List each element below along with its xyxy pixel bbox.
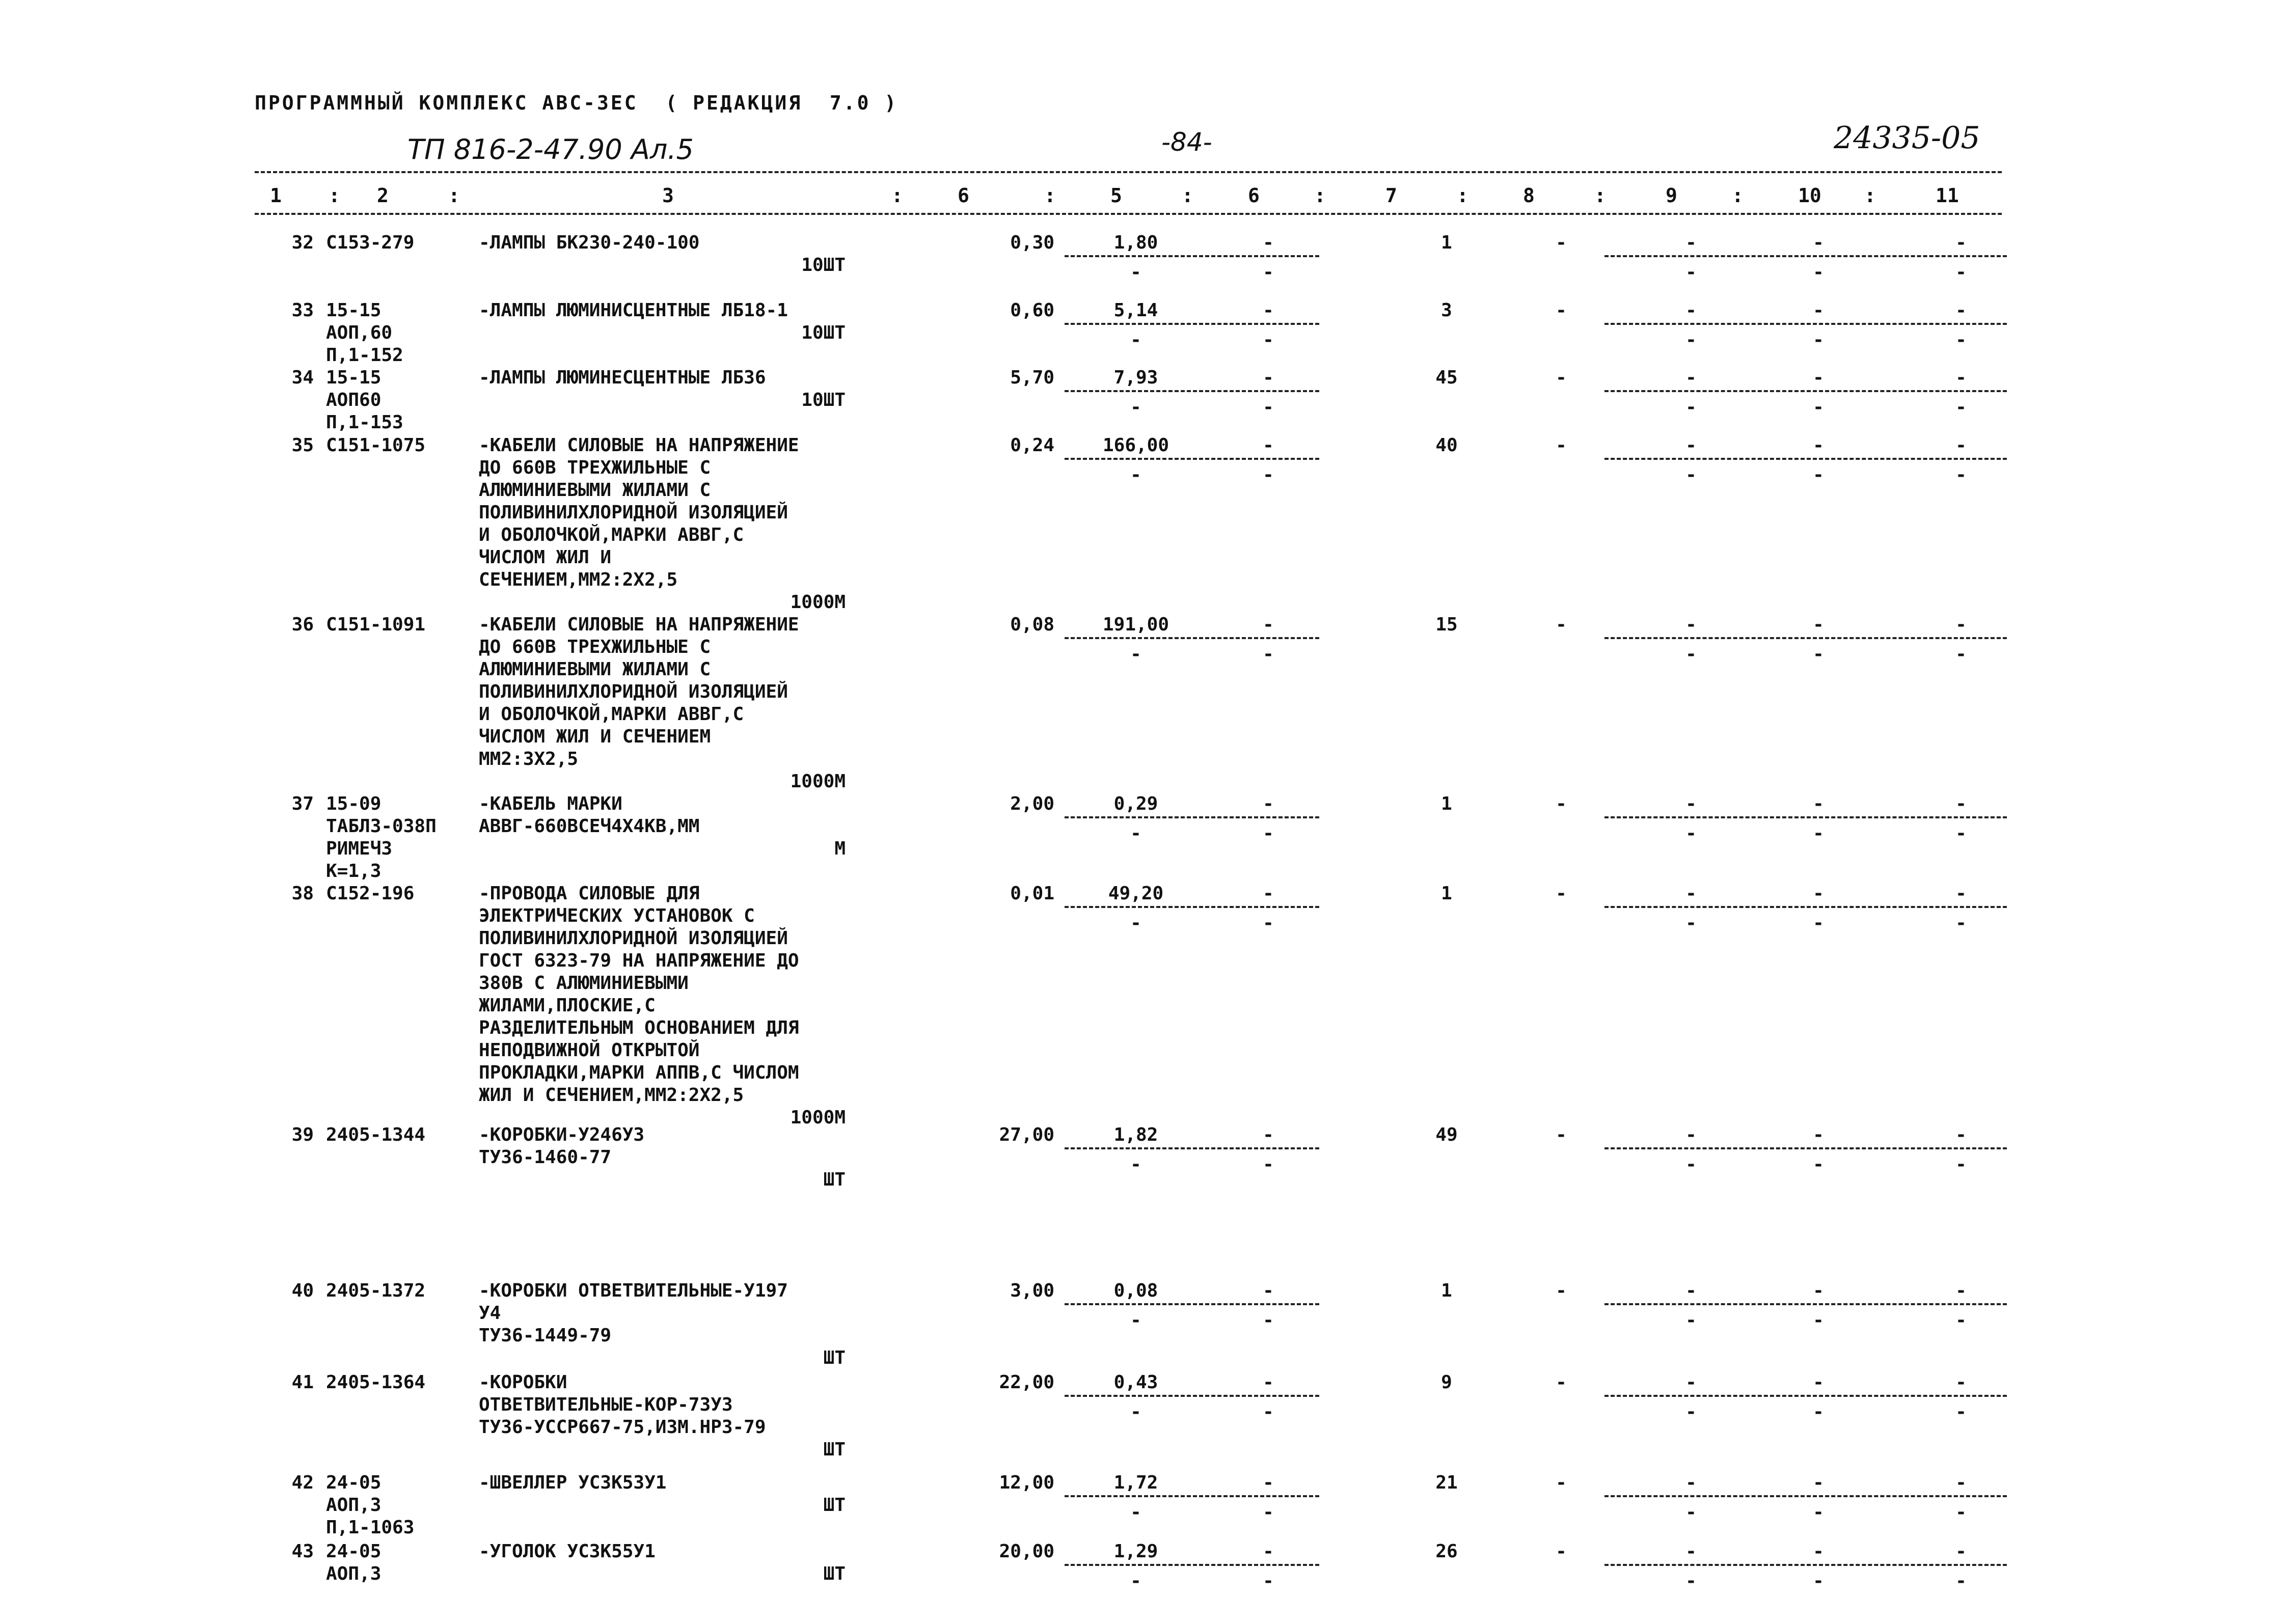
dash-mark: - [1130,464,1141,485]
row-col-5: 1,72 [1113,1472,1158,1493]
row-col-11: - [1955,1372,1967,1393]
row-col-6b: - [1263,1541,1274,1562]
dash-mark: - [1130,397,1141,418]
dashed-rule [1065,1495,1319,1497]
row-col-7: 1 [1441,1280,1452,1301]
dashed-rule [1065,1303,1319,1305]
row-col-7: 45 [1435,367,1458,388]
row-name: -ПРОВОДА СИЛОВЫЕ ДЛЯ ЭЛЕКТРИЧЕСКИХ УСТАНОВОК С ПОЛИВИНИЛХЛОРИДНОЙ ИЗОЛЯЦИЕЙ ГОСТ 6323-79 НА НАПРЯЖЕНИЕ ДО 380В С АЛЮМИНИЕВЫМИ ЖИЛАМИ,ПЛОСКИЕ,С РАЗДЕЛИТЕЛЬНЫМ ОСНОВАНИЕМ ДЛЯ НЕПОДВИЖНОЙ ОТКРЫТОЙ ПРОКЛАДКИ,МАРКИ АППВ,С ЧИСЛОМ ЖИЛ И СЕЧЕНИЕМ,ММ2:2Х2,5 [479,883,799,1106]
row-col-9: - [1685,1541,1697,1562]
dash-mark: - [1263,644,1274,665]
row-unit: ШТ [823,1439,846,1460]
dashed-rule [1065,1395,1319,1397]
dash-mark: - [1263,1310,1274,1331]
row-col-6: 0,30 [1010,232,1054,253]
row-col-11: - [1955,232,1967,253]
row-col-11: - [1955,1124,1967,1145]
row-col-10: - [1813,1124,1824,1145]
row-col-5: 49,20 [1108,883,1164,904]
dashed-rule [1604,1303,2007,1305]
dash-mark: - [1263,913,1274,933]
dash-mark: - [1263,1502,1274,1523]
dash-mark: - [1263,823,1274,844]
row-col-5: 166,00 [1102,435,1169,456]
dash-mark: - [1955,1401,1967,1422]
row-col-8: - [1556,614,1567,635]
dash-mark: - [1955,262,1967,283]
dashed-rule [1604,323,2007,325]
row-unit: ШТ [823,1347,846,1368]
row-col-11: - [1955,614,1967,635]
row-col-11: - [1955,367,1967,388]
row-col-8: - [1556,1472,1567,1493]
row-col-10: - [1813,883,1824,904]
dash-mark: - [1263,464,1274,485]
dash-mark: - [1813,913,1824,933]
dash-mark: - [1955,913,1967,933]
row-col-7: 1 [1441,883,1452,904]
row-number: 42 [291,1472,314,1493]
row-code: С151-1091 [326,614,426,635]
dash-mark: - [1813,1502,1824,1523]
dash-mark: - [1685,1502,1697,1523]
dash-mark: - [1955,1502,1967,1523]
dash-mark: - [1685,913,1697,933]
row-number: 33 [291,300,314,321]
row-name: -КОРОБКИ ОТВЕТВИТЕЛЬНЫЕ-У197 У4 ТУ36-1449-79 [479,1280,788,1346]
dash-mark: - [1685,644,1697,665]
row-col-6: 0,01 [1010,883,1054,904]
dash-mark: - [1263,397,1274,418]
row-col-9: - [1685,883,1697,904]
row-col-5: 5,14 [1113,300,1158,321]
row-col-7: 21 [1435,1472,1458,1493]
dash-mark: - [1685,1571,1697,1591]
dash-mark: - [1263,1401,1274,1422]
row-code: 24-05 АОП,3 П,1-1063 [326,1472,415,1538]
row-col-5: 1,29 [1113,1541,1158,1562]
dash-mark: - [1955,1571,1967,1591]
dash-mark: - [1130,1401,1141,1422]
row-unit: 10ШТ [801,390,846,410]
row-name: -КАБЕЛЬ МАРКИ АВВГ-660ВСЕЧ4Х4КВ,ММ [479,793,700,837]
dash-mark: - [1955,1154,1967,1175]
dash-mark: - [1263,262,1274,283]
row-code: 15-15 АОП60 П,1-153 [326,367,403,433]
header-bottom-rule [255,213,2002,215]
row-unit: ШТ [823,1169,846,1190]
row-col-6: 0,60 [1010,300,1054,321]
row-name: -ШВЕЛЛЕР УС3К53У1 [479,1472,667,1493]
dashed-rule [1065,390,1319,392]
row-col-10: - [1813,232,1824,253]
row-col-11: - [1955,883,1967,904]
row-code: 2405-1364 [326,1372,426,1393]
row-col-9: - [1685,1280,1697,1301]
dashed-rule [1065,1564,1319,1566]
row-col-7: 40 [1435,435,1458,456]
dash-mark: - [1813,644,1824,665]
row-col-6b: - [1263,614,1274,635]
dash-mark: - [1813,397,1824,418]
dashed-rule [1065,458,1319,460]
dash-mark: - [1955,397,1967,418]
row-name: -ЛАМПЫ ЛЮМИНИСЦЕНТНЫЕ ЛБ18-1 [479,300,788,321]
row-col-5: 0,29 [1113,793,1158,814]
row-col-11: - [1955,1541,1967,1562]
row-col-6: 22,00 [999,1372,1054,1393]
col-header-1: 1 [270,184,282,207]
dashed-rule [1604,1564,2007,1566]
dashed-rule [1604,906,2007,908]
row-col-10: - [1813,614,1824,635]
dash-mark: - [1813,329,1824,350]
dash-mark: - [1685,262,1697,283]
col-header-8: 8 [1523,184,1535,207]
dash-mark: - [1130,644,1141,665]
dash-mark: - [1130,1502,1141,1523]
program-title: ПРОГРАММНЫЙ КОМПЛЕКС АВС-ЗЕС ( РЕДАКЦИЯ 7.0 ) [255,92,899,114]
row-number: 43 [291,1541,314,1562]
row-col-8: - [1556,883,1567,904]
row-col-7: 9 [1441,1372,1452,1393]
row-code: 15-15 АОП,60 П,1-152 [326,300,403,366]
dashed-rule [1604,255,2007,257]
col-header-7: 7 [1385,184,1397,207]
row-col-5: 1,80 [1113,232,1158,253]
row-col-6: 3,00 [1010,1280,1054,1301]
row-col-9: - [1685,435,1697,456]
row-col-8: - [1556,367,1567,388]
col-header-10: 10 [1798,184,1821,207]
row-col-8: - [1556,1280,1567,1301]
dash-mark: - [1813,1401,1824,1422]
dashed-rule [1065,816,1319,818]
row-col-8: - [1556,793,1567,814]
row-number: 41 [291,1372,314,1393]
row-col-6b: - [1263,367,1274,388]
row-number: 34 [291,367,314,388]
row-col-9: - [1685,367,1697,388]
row-number: 36 [291,614,314,635]
row-col-6b: - [1263,1372,1274,1393]
dash-mark: - [1813,823,1824,844]
dash-mark: - [1130,329,1141,350]
row-col-10: - [1813,1372,1824,1393]
dash-mark: - [1130,823,1141,844]
dash-mark: - [1130,1310,1141,1331]
dash-mark: - [1813,262,1824,283]
dash-mark: - [1130,1571,1141,1591]
col-header-9: 9 [1666,184,1677,207]
col-header-6b: 6 [1248,184,1260,207]
row-col-7: 1 [1441,232,1452,253]
dash-mark: - [1813,1571,1824,1591]
dash-mark: - [1263,1571,1274,1591]
dashed-rule [1604,1495,2007,1497]
row-col-6: 27,00 [999,1124,1054,1145]
row-code: 2405-1344 [326,1124,426,1145]
row-col-6b: - [1263,793,1274,814]
row-col-6b: - [1263,1472,1274,1493]
row-col-8: - [1556,300,1567,321]
row-code: 2405-1372 [326,1280,426,1301]
row-col-6: 5,70 [1010,367,1054,388]
col-header-6: 6 [958,184,969,207]
row-col-7: 1 [1441,793,1452,814]
row-code: С153-279 [326,232,415,253]
dash-mark: - [1813,464,1824,485]
row-number: 40 [291,1280,314,1301]
row-col-5: 191,00 [1102,614,1169,635]
dash-mark: - [1685,823,1697,844]
row-col-6b: - [1263,1124,1274,1145]
row-col-6b: - [1263,232,1274,253]
row-unit: М [834,838,846,859]
dashed-rule [1604,816,2007,818]
row-col-10: - [1813,435,1824,456]
row-unit: 1000М [790,771,846,792]
row-col-11: - [1955,435,1967,456]
row-code: С151-1075 [326,435,426,456]
col-header-5: 5 [1110,184,1122,207]
row-col-6: 2,00 [1010,793,1054,814]
dashed-rule [1065,906,1319,908]
dash-mark: - [1955,464,1967,485]
row-col-7: 3 [1441,300,1452,321]
document-code: ТП 816-2-47.90 Ал.5 [407,133,694,166]
row-col-10: - [1813,1541,1824,1562]
row-col-8: - [1556,1541,1567,1562]
row-code: 15-09 ТАБЛ3-038П РИМЕЧ3 К=1,3 [326,793,437,882]
row-col-9: - [1685,614,1697,635]
page-number: -84- [1161,127,1212,157]
row-number: 32 [291,232,314,253]
row-col-8: - [1556,232,1567,253]
row-col-6b: - [1263,435,1274,456]
row-col-7: 15 [1435,614,1458,635]
dash-mark: - [1130,913,1141,933]
dashed-rule [1604,390,2007,392]
row-col-10: - [1813,367,1824,388]
dash-mark: - [1813,1310,1824,1331]
row-col-8: - [1556,1372,1567,1393]
col-header-3: 3 [662,184,674,207]
col-header-2: 2 [377,184,389,207]
row-col-11: - [1955,1280,1967,1301]
row-number: 37 [291,793,314,814]
row-col-9: - [1685,1372,1697,1393]
dash-mark: - [1685,1310,1697,1331]
row-number: 38 [291,883,314,904]
dash-mark: - [1685,397,1697,418]
row-name: -ЛАМПЫ ЛЮМИНЕСЦЕНТНЫЕ ЛБ36 [479,367,766,388]
dash-mark: - [1955,644,1967,665]
dashed-rule [1604,637,2007,639]
row-col-7: 49 [1435,1124,1458,1145]
row-unit: 1000М [790,1107,846,1128]
row-unit: 1000М [790,592,846,613]
row-col-11: - [1955,300,1967,321]
row-code: С152-196 [326,883,415,904]
row-col-9: - [1685,232,1697,253]
row-name: -КАБЕЛИ СИЛОВЫЕ НА НАПРЯЖЕНИЕ ДО 660В ТРЕХЖИЛЬНЫЕ С АЛЮМИНИЕВЫМИ ЖИЛАМИ С ПОЛИВИНИЛХЛОРИДНОЙ ИЗОЛЯЦИЕЙ И ОБОЛОЧКОЙ,МАРКИ АВВГ,С ЧИСЛОМ ЖИЛ И СЕЧЕНИЕМ ММ2:3Х2,5 [479,614,799,769]
dashed-rule [1604,1147,2007,1149]
dashed-rule [1065,323,1319,325]
dash-mark: - [1955,823,1967,844]
row-col-8: - [1556,1124,1567,1145]
dash-mark: - [1813,1154,1824,1175]
row-col-10: - [1813,1472,1824,1493]
row-col-6b: - [1263,883,1274,904]
row-name: -КОРОБКИ-У246У3 ТУ36-1460-77 [479,1124,645,1168]
row-name: -УГОЛОК УС3К55У1 [479,1541,656,1562]
row-unit: ШТ [823,1563,846,1584]
row-col-5: 7,93 [1113,367,1158,388]
row-col-8: - [1556,435,1567,456]
dashed-rule [1065,637,1319,639]
dashed-rule [1065,255,1319,257]
row-name: -ЛАМПЫ БК230-240-100 [479,232,700,253]
row-col-10: - [1813,300,1824,321]
row-col-11: - [1955,1472,1967,1493]
row-col-5: 1,82 [1113,1124,1158,1145]
col-header-11: 11 [1936,184,1959,207]
dash-mark: - [1130,1154,1141,1175]
dash-mark: - [1685,1401,1697,1422]
row-col-6b: - [1263,300,1274,321]
row-col-9: - [1685,1124,1697,1145]
row-col-6: 12,00 [999,1472,1054,1493]
row-col-10: - [1813,793,1824,814]
row-unit: 10ШТ [801,255,846,276]
row-unit: ШТ [823,1495,846,1516]
row-number: 35 [291,435,314,456]
row-col-10: - [1813,1280,1824,1301]
dash-mark: - [1130,262,1141,283]
row-unit: 10ШТ [801,322,846,343]
row-col-7: 26 [1435,1541,1458,1562]
dash-mark: - [1263,329,1274,350]
row-name: -КАБЕЛИ СИЛОВЫЕ НА НАПРЯЖЕНИЕ ДО 660В ТРЕХЖИЛЬНЫЕ С АЛЮМИНИЕВЫМИ ЖИЛАМИ С ПОЛИВИНИЛХЛОРИДНОЙ ИЗОЛЯЦИЕЙ И ОБОЛОЧКОЙ,МАРКИ АВВГ,С ЧИСЛОМ ЖИЛ И СЕЧЕНИЕМ,ММ2:2Х2,5 [479,435,799,590]
row-code: 24-05 АОП,3 [326,1541,382,1584]
row-number: 39 [291,1124,314,1145]
row-name: -КОРОБКИ ОТВЕТВИТЕЛЬНЫЕ-КОР-73У3 ТУ36-УССР667-75,ИЗМ.НР3-79 [479,1372,766,1438]
dashed-rule [1604,1395,2007,1397]
row-col-6: 0,08 [1010,614,1054,635]
handwritten-code: 24335-05 [1834,120,1980,156]
row-col-5: 0,43 [1113,1372,1158,1393]
row-col-6b: - [1263,1280,1274,1301]
dash-mark: - [1955,1310,1967,1331]
header-top-rule [255,171,2002,173]
row-col-11: - [1955,793,1967,814]
row-col-6: 0,24 [1010,435,1054,456]
dashed-rule [1604,458,2007,460]
dashed-rule [1065,1147,1319,1149]
row-col-9: - [1685,793,1697,814]
dash-mark: - [1955,329,1967,350]
row-col-5: 0,08 [1113,1280,1158,1301]
dash-mark: - [1685,1154,1697,1175]
row-col-9: - [1685,1472,1697,1493]
row-col-9: - [1685,300,1697,321]
dash-mark: - [1685,329,1697,350]
dash-mark: - [1263,1154,1274,1175]
row-col-6: 20,00 [999,1541,1054,1562]
dash-mark: - [1685,464,1697,485]
